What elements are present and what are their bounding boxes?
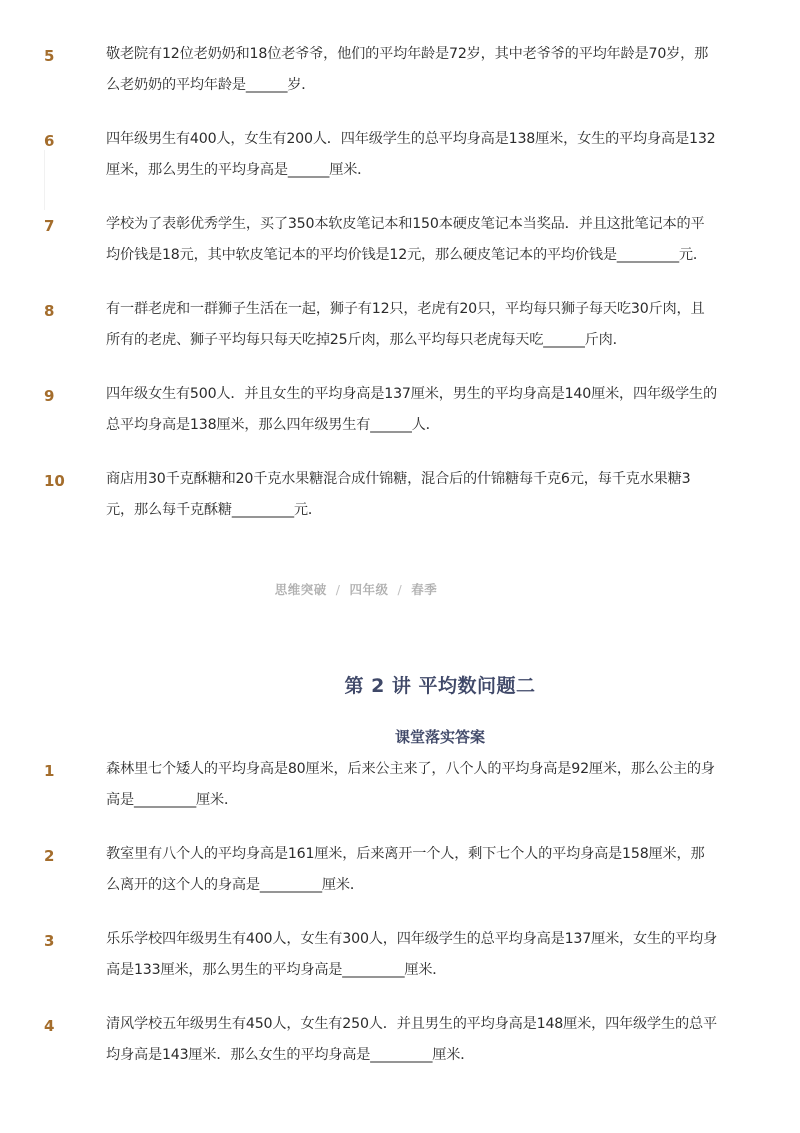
question-number: 7 bbox=[44, 217, 55, 235]
question-number: 9 bbox=[44, 387, 55, 405]
question-number: 10 bbox=[44, 472, 65, 490]
page-footer bbox=[0, 580, 712, 598]
section-title: 课堂落实答案 bbox=[394, 728, 485, 746]
question-number: 1 bbox=[44, 762, 55, 780]
question-text: 敬老院有12位老奶奶和18位老爷爷，他们的平均年龄是72岁，其中老爷爷的平均年龄是70岁，那么老奶奶的平均年龄是______岁． bbox=[106, 46, 709, 93]
question-number: 5 bbox=[44, 47, 55, 65]
question-text: 商店用30千克酥糖和20千克水果糖混合成什锦糖，混合后的什锦糖每千克6元，每千克水果糖3元，那么每千克酥糖_________元． bbox=[106, 471, 691, 518]
question-text: 清风学校五年级男生有450人，女生有250人．并且男生的平均身高是148厘米，四年级学生的总平均身高是143厘米．那么女生的平均身高是_________厘米． bbox=[106, 1016, 717, 1063]
question-number: 8 bbox=[44, 302, 55, 320]
question-text: 四年级男生有400人，女生有200人．四年级学生的总平均身高是138厘米，女生的平均身高是132厘米，那么男生的平均身高是______厘米． bbox=[106, 131, 716, 178]
margin-line bbox=[44, 150, 45, 210]
question-text: 学校为了表彰优秀学生，买了350本软皮笔记本和150本硬皮笔记本当奖品．并且这批笔记本的平均价钱是18元，其中软皮笔记本的平均价钱是12元，那么硬皮笔记本的平均价钱是_________元． bbox=[106, 216, 707, 263]
question-text: 森林里七个矮人的平均身高是80厘米，后来公主来了，八个人的平均身高是92厘米，那么公主的身高是_________厘米． bbox=[106, 761, 715, 808]
question-number: 6 bbox=[44, 132, 55, 150]
lecture-title: 第 2 讲 平均数问题二 bbox=[344, 675, 536, 697]
question-text: 四年级女生有500人．并且女生的平均身高是137厘米，男生的平均身高是140厘米，四年级学生的总平均身高是138厘米，那么四年级男生有______人． bbox=[106, 386, 717, 433]
question-text: 有一群老虎和一群狮子生活在一起，狮子有12只，老虎有20只，平均每只狮子每天吃30斤肉，且所有的老虎、狮子平均每只每天吃掉25斤肉，那么平均每只老虎每天吃______斤肉． bbox=[106, 301, 705, 348]
footer-grade: 四年级 bbox=[349, 582, 389, 597]
question-number: 3 bbox=[44, 932, 55, 950]
footer-separator: / bbox=[397, 582, 403, 597]
question-number: 2 bbox=[44, 847, 55, 865]
footer-term: 春季 bbox=[411, 582, 438, 597]
footer-series: 思维突破 bbox=[274, 582, 327, 597]
question-text: 教室里有八个人的平均身高是161厘米，后来离开一个人，剩下七个人的平均身高是158厘米，那么离开的这个人的身高是_________厘米． bbox=[106, 846, 705, 893]
footer-separator: / bbox=[335, 582, 341, 597]
question-text: 乐乐学校四年级男生有400人，女生有300人，四年级学生的总平均身高是137厘米，女生的平均身高是133厘米，那么男生的平均身高是_________厘米． bbox=[106, 931, 717, 978]
question-number: 4 bbox=[44, 1017, 55, 1035]
